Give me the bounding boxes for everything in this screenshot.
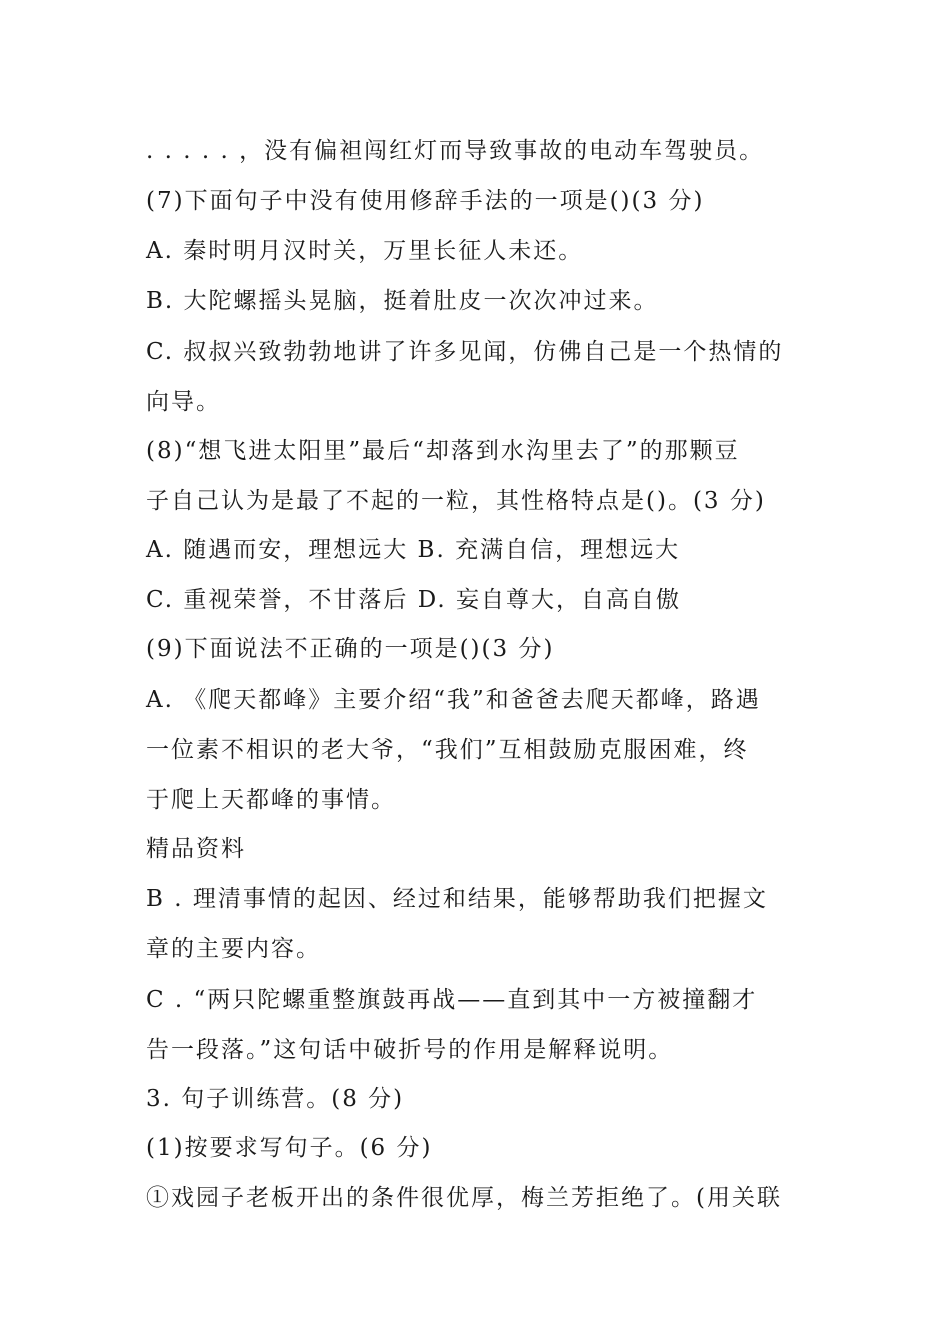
option-7c: C. 叔叔兴致勃勃地讲了许多见闻，仿佛自己是一个热情的 bbox=[146, 339, 784, 365]
option-9a-end: 于爬上天都峰的事情。 bbox=[146, 787, 396, 813]
question-9: (9)下面说法不正确的一项是()(3 分) bbox=[146, 636, 555, 662]
option-7c-cont: 向导。 bbox=[146, 389, 221, 415]
option-9c: C . “两只陀螺重整旗鼓再战——直到其中一方被撞翻才 bbox=[146, 987, 758, 1013]
option-9a-cont: 一位素不相识的老大爷，“我们”互相鼓励克服困难，终 bbox=[146, 737, 749, 763]
option-9c-cont: 告一段落。”这句话中破折号的作用是解释说明。 bbox=[146, 1037, 674, 1063]
subquestion-1: (1)按要求写句子。(6 分) bbox=[146, 1135, 433, 1161]
options-8ab: A. 随遇而安，理想远大 B. 充满自信，理想远大 bbox=[146, 537, 681, 563]
section-3-title: 3. 句子训练营。(8 分) bbox=[146, 1086, 405, 1112]
option-9a: A. 《爬天都峰》主要介绍“我”和爸爸去爬天都峰，路遇 bbox=[146, 687, 761, 713]
option-7a: A. 秦时明月汉时关，万里长征人未还。 bbox=[146, 238, 584, 264]
options-8cd: C. 重视荣誉，不甘落后 D. 妄自尊大，自高自傲 bbox=[146, 587, 681, 613]
option-9b: B . 理清事情的起因、经过和结果，能够帮助我们把握文 bbox=[146, 886, 768, 912]
option-9b-cont: 章的主要内容。 bbox=[146, 936, 321, 962]
item-1: ①戏园子老板开出的条件很优厚，梅兰芳拒绝了。(用关联 bbox=[146, 1185, 782, 1211]
question-8: (8)“想飞进太阳里”最后“却落到水沟里去了”的那颗豆 bbox=[146, 438, 740, 464]
text-line: . . . . . ，没有偏袒闯红灯而导致事故的电动车驾驶员。 bbox=[146, 138, 765, 164]
option-7b: B. 大陀螺摇头晃脑，挺着肚皮一次次冲过来。 bbox=[146, 288, 659, 314]
watermark-text: 精品资料 bbox=[146, 836, 246, 862]
question-8-cont: 子自己认为是最了不起的一粒，其性格特点是()。(3 分) bbox=[146, 488, 766, 514]
question-7: (7)下面句子中没有使用修辞手法的一项是()(3 分) bbox=[146, 188, 705, 214]
